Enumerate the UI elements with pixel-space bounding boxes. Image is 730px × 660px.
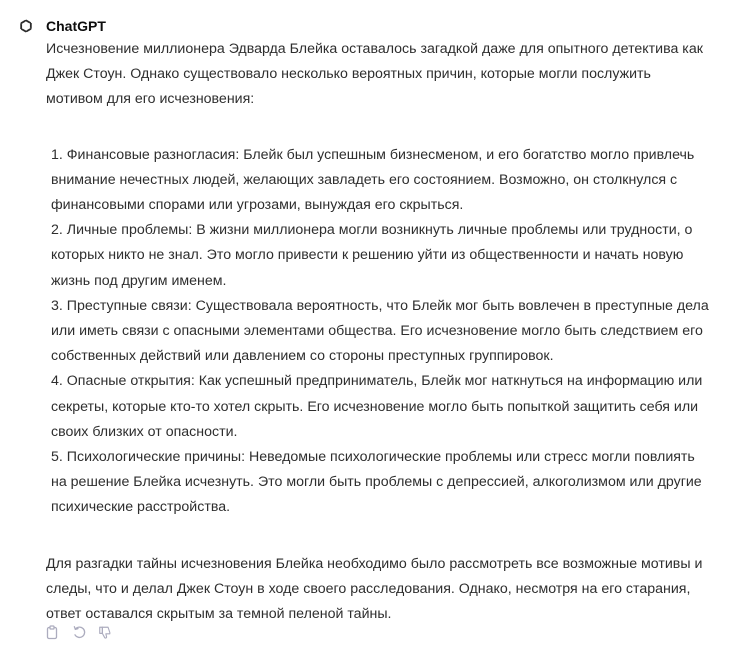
- message-conclusion: Для разгадки тайны исчезновения Блейка необходимо было рассмотреть все возможные мотивы и следы, что и делал Джек Стоун в ходе своего расследования. Однако, несмотря на его старания, ответ оставался скрытым за темной пеленой тайны.: [46, 555, 703, 623]
- message-content: [46, 37, 710, 627]
- reason-item-3: 3. Преступные связи: Существовала вероятность, что Блейк мог быть вовлечен в преступные дела или иметь связи с опасными элементами общества. Его исчезновение могло быть следствием его собственных действий или давлением со стороны преступных группировок.: [51, 297, 709, 365]
- reason-item-4: 4. Опасные открытия: Как успешный предприниматель, Блейк мог наткнуться на информацию или секреты, которые кто-то хотел скрыть. Его исчезновение могло быть попыткой защитить себя или своих близких от опасности.: [51, 373, 703, 440]
- reason-item-2: 2. Личные проблемы: В жизни миллионера могли возникнуть личные проблемы или трудности, о которых никто не знал. Это могло привести к решению уйти из общественности и начать новую жизнь под другим именем.: [51, 222, 693, 289]
- thumbs-down-icon: [98, 625, 112, 640]
- message-actions: [45, 624, 113, 640]
- copy-button[interactable]: [45, 624, 61, 640]
- thumbs-down-button[interactable]: [97, 624, 113, 640]
- message-author: ChatGPT: [46, 18, 106, 34]
- reason-item-1: 1. Финансовые разногласия: Блейк был успешным бизнесменом, и его богатство могло привлечь внимание нечестных людей, желающих завладеть его состоянием. Возможно, он столкнулся с финансовыми спорами или угрозами, вынуждая его скрыться.: [51, 146, 695, 214]
- reason-item-5: 5. Психологические причины: Неведомые психологические проблемы или стресс могли повлиять на решение Блейка исчезнуть. Это могли быть проблемы с депрессией, алкоголизмом или другие психические расстройства.: [51, 449, 702, 516]
- regenerate-button[interactable]: [71, 624, 87, 640]
- message-intro: Исчезновение миллионера Эдварда Блейка оставалось загадкой даже для опытного детектива как Джек Стоун. Однако существовало несколько вероятных причин, которые могли послужить мотивом для его исчезновения:: [46, 41, 703, 108]
- regenerate-icon: [72, 625, 87, 640]
- chatgpt-logo-icon: [16, 16, 36, 36]
- copy-icon: [46, 625, 60, 640]
- reasons-list: [46, 143, 710, 521]
